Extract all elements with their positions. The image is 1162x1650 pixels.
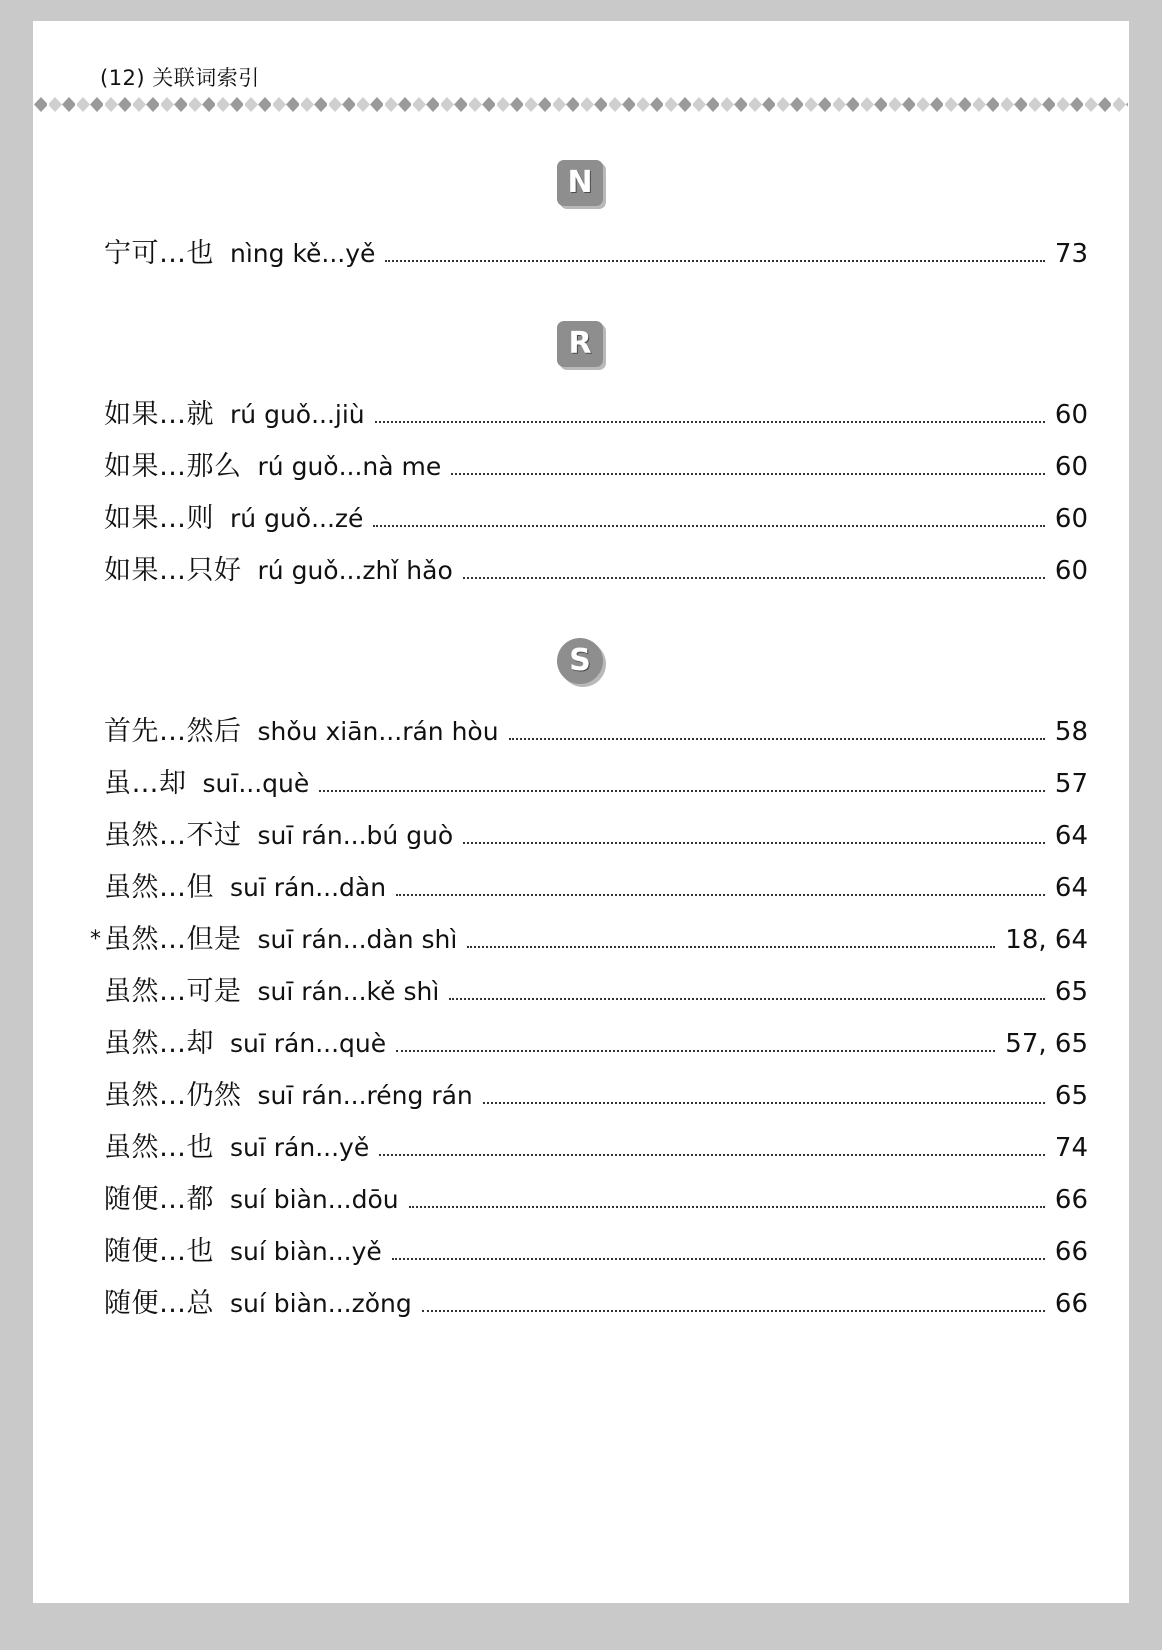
entry-pinyin: suī rán...què bbox=[230, 1029, 387, 1058]
dot-leader bbox=[373, 524, 1044, 527]
section-heading-r bbox=[34, 283, 1128, 392]
entry-term: 随便…也 bbox=[104, 1236, 214, 1267]
entry-term: 虽然…但是 bbox=[104, 924, 242, 955]
entry-term: 如果…只好 bbox=[104, 555, 242, 586]
dot-leader bbox=[319, 789, 1045, 792]
dot-leader bbox=[451, 472, 1045, 475]
entry-term: 虽然…可是 bbox=[104, 976, 242, 1007]
asterisk-marker: * bbox=[90, 927, 101, 952]
dot-leader bbox=[375, 420, 1045, 423]
list-item[interactable] bbox=[34, 1281, 1128, 1333]
entry-pinyin: suī rán...bú guò bbox=[257, 821, 454, 850]
list-item[interactable] bbox=[34, 1073, 1128, 1125]
list-item[interactable] bbox=[34, 1177, 1128, 1229]
entry-term: 虽然…也 bbox=[104, 1132, 214, 1163]
entry-term: 如果…就 bbox=[104, 399, 214, 430]
entry-pages: 64 bbox=[1054, 873, 1088, 903]
entry-list-n bbox=[34, 231, 1128, 283]
entry-pinyin: suī rán...réng rán bbox=[257, 1081, 473, 1110]
entry-pages: 66 bbox=[1054, 1185, 1088, 1215]
entry-pages: 57 bbox=[1054, 769, 1088, 799]
entry-term: 随便…都 bbox=[104, 1184, 214, 1215]
list-item[interactable] bbox=[34, 548, 1128, 600]
entry-pinyin: suī...què bbox=[202, 769, 310, 798]
entry-term: 宁可…也 bbox=[104, 238, 214, 269]
dot-leader bbox=[409, 1205, 1045, 1208]
entry-pages: 64 bbox=[1054, 821, 1088, 851]
list-item[interactable] bbox=[34, 761, 1128, 813]
entry-pages: 65 bbox=[1054, 977, 1088, 1007]
dot-leader bbox=[379, 1153, 1045, 1156]
entry-pages: 74 bbox=[1054, 1133, 1088, 1163]
list-item[interactable] bbox=[34, 496, 1128, 548]
entry-term: 虽然…不过 bbox=[104, 820, 242, 851]
section-heading-n bbox=[34, 122, 1128, 231]
dot-leader bbox=[396, 893, 1045, 896]
entry-pages: 18, 64 bbox=[1005, 925, 1088, 955]
entry-pinyin: rú guǒ...jiù bbox=[230, 400, 365, 429]
list-item[interactable] bbox=[34, 392, 1128, 444]
dot-leader bbox=[483, 1101, 1045, 1104]
entry-list-s bbox=[34, 709, 1128, 1333]
entry-term: 虽然…但 bbox=[104, 872, 214, 903]
letter-badge-n: N bbox=[557, 160, 605, 208]
dot-leader bbox=[467, 945, 995, 948]
entry-pages: 60 bbox=[1054, 504, 1088, 534]
page-header bbox=[34, 22, 1128, 92]
entry-pinyin: suī rán...dàn bbox=[230, 873, 387, 902]
entry-term: 随便…总 bbox=[104, 1288, 214, 1319]
list-item[interactable] bbox=[34, 444, 1128, 496]
entry-term: 如果…那么 bbox=[104, 451, 242, 482]
list-item[interactable] bbox=[34, 813, 1128, 865]
entry-pinyin: rú guǒ...zé bbox=[230, 504, 364, 533]
list-item[interactable] bbox=[34, 1125, 1128, 1177]
entry-pages: 57, 65 bbox=[1005, 1029, 1088, 1059]
entry-term: 首先…然后 bbox=[104, 716, 242, 747]
dot-leader bbox=[396, 1049, 995, 1052]
section-r bbox=[34, 283, 1128, 600]
list-item[interactable] bbox=[34, 1021, 1128, 1073]
entry-pinyin: nìng kě...yě bbox=[230, 239, 376, 268]
entry-term: 虽…却 bbox=[104, 768, 187, 799]
list-item[interactable] bbox=[34, 231, 1128, 283]
entry-pages: 66 bbox=[1054, 1237, 1088, 1267]
dot-leader bbox=[463, 841, 1045, 844]
entry-term: 虽然…却 bbox=[104, 1028, 214, 1059]
decorative-divider bbox=[34, 96, 1128, 113]
entry-pinyin: suī rán...yě bbox=[230, 1133, 370, 1162]
list-item[interactable] bbox=[34, 709, 1128, 761]
list-item[interactable] bbox=[34, 969, 1128, 1021]
page-title: (12) 关联词索引 bbox=[100, 66, 260, 90]
section-n bbox=[34, 122, 1128, 283]
entry-pinyin: rú guǒ...zhǐ hǎo bbox=[257, 556, 453, 585]
list-item[interactable] bbox=[34, 1229, 1128, 1281]
entry-pages: 60 bbox=[1054, 452, 1088, 482]
dot-leader bbox=[463, 576, 1045, 579]
list-item[interactable] bbox=[34, 865, 1128, 917]
entry-term: 如果…则 bbox=[104, 503, 214, 534]
entry-pages: 66 bbox=[1054, 1289, 1088, 1319]
entry-pages: 58 bbox=[1054, 717, 1088, 747]
entry-pinyin: rú guǒ...nà me bbox=[257, 452, 442, 481]
entry-pinyin: suī rán...kě shì bbox=[257, 977, 440, 1006]
page bbox=[34, 22, 1128, 1602]
index-content bbox=[34, 122, 1128, 1333]
dot-leader bbox=[422, 1309, 1045, 1312]
entry-term: 虽然…仍然 bbox=[104, 1080, 242, 1111]
list-item[interactable] bbox=[34, 917, 1128, 969]
entry-pinyin: suí biàn...yě bbox=[230, 1237, 382, 1266]
entry-list-r bbox=[34, 392, 1128, 600]
letter-badge-s: S bbox=[557, 638, 605, 686]
entry-pages: 60 bbox=[1054, 400, 1088, 430]
entry-pinyin: suī rán...dàn shì bbox=[257, 925, 458, 954]
section-heading-s bbox=[34, 600, 1128, 709]
entry-pages: 65 bbox=[1054, 1081, 1088, 1111]
entry-pinyin: shǒu xiān...rán hòu bbox=[257, 717, 499, 746]
dot-leader bbox=[509, 737, 1045, 740]
section-s bbox=[34, 600, 1128, 1333]
dot-leader bbox=[392, 1257, 1045, 1260]
entry-pages: 60 bbox=[1054, 556, 1088, 586]
entry-pinyin: suí biàn...zǒng bbox=[230, 1289, 412, 1318]
dot-leader bbox=[385, 259, 1044, 262]
dot-leader bbox=[449, 997, 1045, 1000]
entry-pages: 73 bbox=[1054, 239, 1088, 269]
letter-badge-r: R bbox=[557, 321, 605, 369]
entry-pinyin: suí biàn...dōu bbox=[230, 1185, 399, 1214]
